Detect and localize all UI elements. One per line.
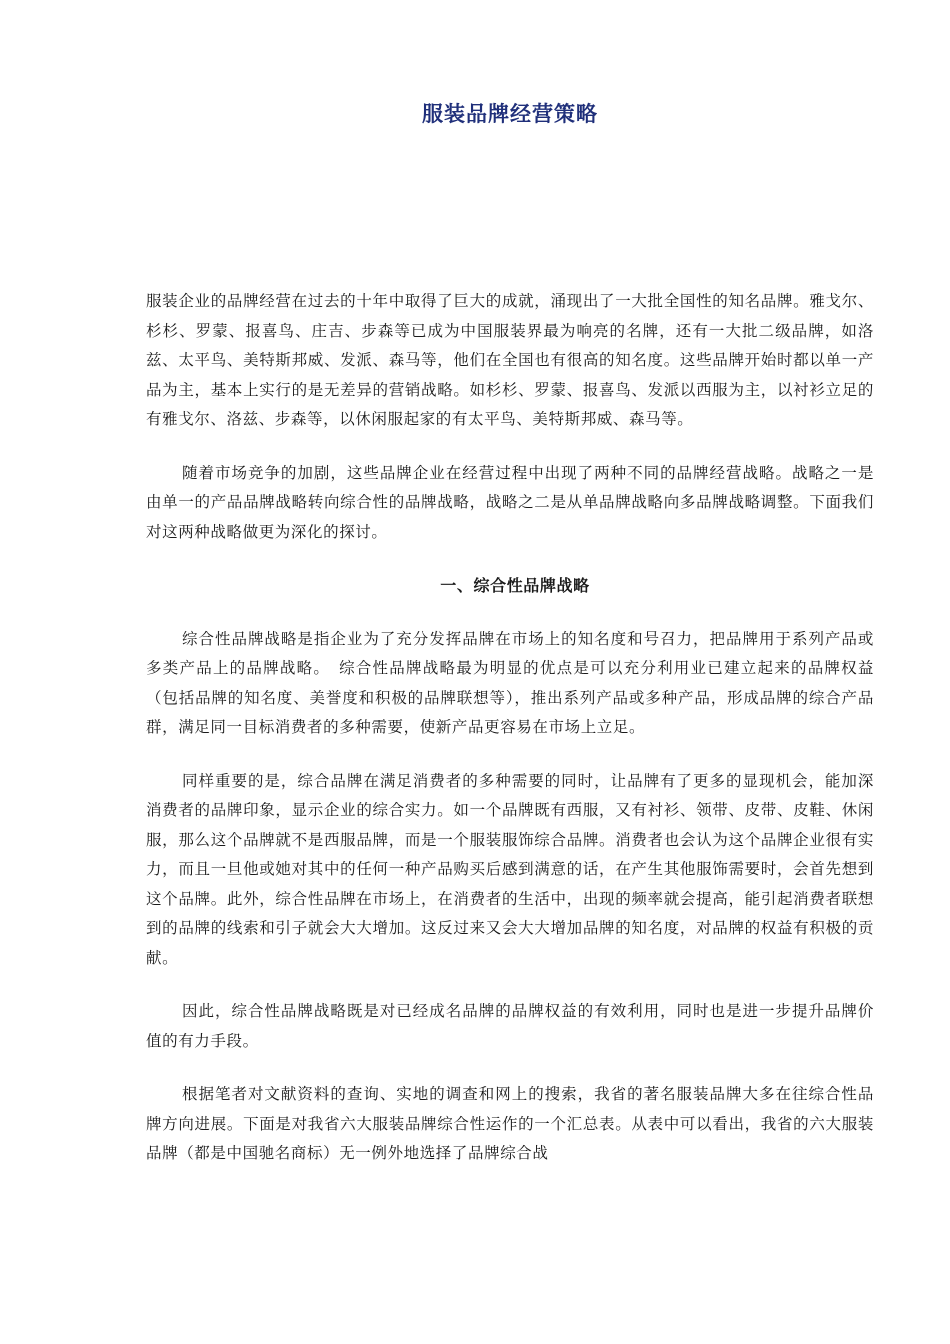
paragraph-gap bbox=[146, 547, 874, 571]
paragraph-gap bbox=[146, 435, 874, 459]
paragraph-strategies: 随着市场竞争的加剧，这些品牌企业在经营过程中出现了两种不同的品牌经营战略。战略之一是由单一的产品品牌战略转向综合性的品牌战略，战略之二是从单品牌战略向多品牌战略调整。下面我们对这两种战略做更为深化的探讨。 bbox=[146, 463, 874, 541]
paragraph-gap bbox=[146, 743, 874, 767]
paragraph-definition: 综合性品牌战略是指企业为了充分发挥品牌在市场上的知名度和号召力，把品牌用于系列产品或多类产品上的品牌战略。 综合性品牌战略最为明显的优点是可以充分利用业已建立起来的品牌权益（包括品牌的知名度、美誉度和积极的品牌联想等），推出系列产品或多种产品，形成品牌的综合产品群，满足同一目标消费者的多种需要，使新产品更容易在市场上立足。 bbox=[146, 629, 874, 736]
paragraph-intro: 服装企业的品牌经营在过去的十年中取得了巨大的成就，涌现出了一大批全国性的知名品牌。雅戈尔、杉杉、罗蒙、报喜鸟、庄吉、步森等已成为中国服装界最为响亮的名牌，还有一大批二级品牌，如洛兹、太平鸟、美特斯邦威、发派、森马等，他们在全国也有很高的知名度。这些品牌开始时都以单一产品为主，基本上实行的是无差异的营销战略。如杉杉、罗蒙、报喜鸟、发派以西服为主，以衬衫立足的有雅戈尔、洛兹、步森等，以休闲服起家的有太平鸟、美特斯邦威、森马等。 bbox=[146, 292, 874, 428]
paragraph-conclusion: 因此，综合性品牌战略既是对已经成名品牌的品牌权益的有效利用，同时也是进一步提升品牌价值的有力手段。 bbox=[146, 1002, 874, 1050]
paragraph-gap bbox=[146, 601, 874, 625]
paragraph-gap bbox=[146, 973, 874, 997]
paragraph-survey: 根据笔者对文献资料的查询、实地的调查和网上的搜索，我省的著名服装品牌大多在往综合性品牌方向进展。下面是对我省六大服装品牌综合性运作的一个汇总表。从表中可以看出，我省的六大服装品牌（都是中国驰名商标）无一例外地选择了品牌综合战 bbox=[146, 1085, 874, 1162]
section-heading: 一、综合性品牌战略 bbox=[440, 576, 590, 595]
document-body bbox=[146, 287, 874, 1169]
paragraph-importance: 同样重要的是，综合品牌在满足消费者的多种需要的同时，让品牌有了更多的显现机会，能加深消费者的品牌印象，显示企业的综合实力。如一个品牌既有西服，又有衬衫、领带、皮带、皮鞋、休闲服，那么这个品牌就不是西服品牌，而是一个服装服饰综合品牌。消费者也会认为这个品牌企业很有实力，而且一旦他或她对其中的任何一种产品购买后感到满意的话，在产生其他服饰需要时，会首先想到这个品牌。此外，综合性品牌在市场上，在消费者的生活中，出现的频率就会提高，能引起消费者联想到的品牌的线索和引子就会大大增加。这反过来又会大大增加品牌的知名度，对品牌的权益有积极的贡献。 bbox=[146, 771, 874, 967]
paragraph-gap bbox=[146, 1056, 874, 1080]
document-title: 服装品牌经营策略 bbox=[422, 102, 598, 126]
